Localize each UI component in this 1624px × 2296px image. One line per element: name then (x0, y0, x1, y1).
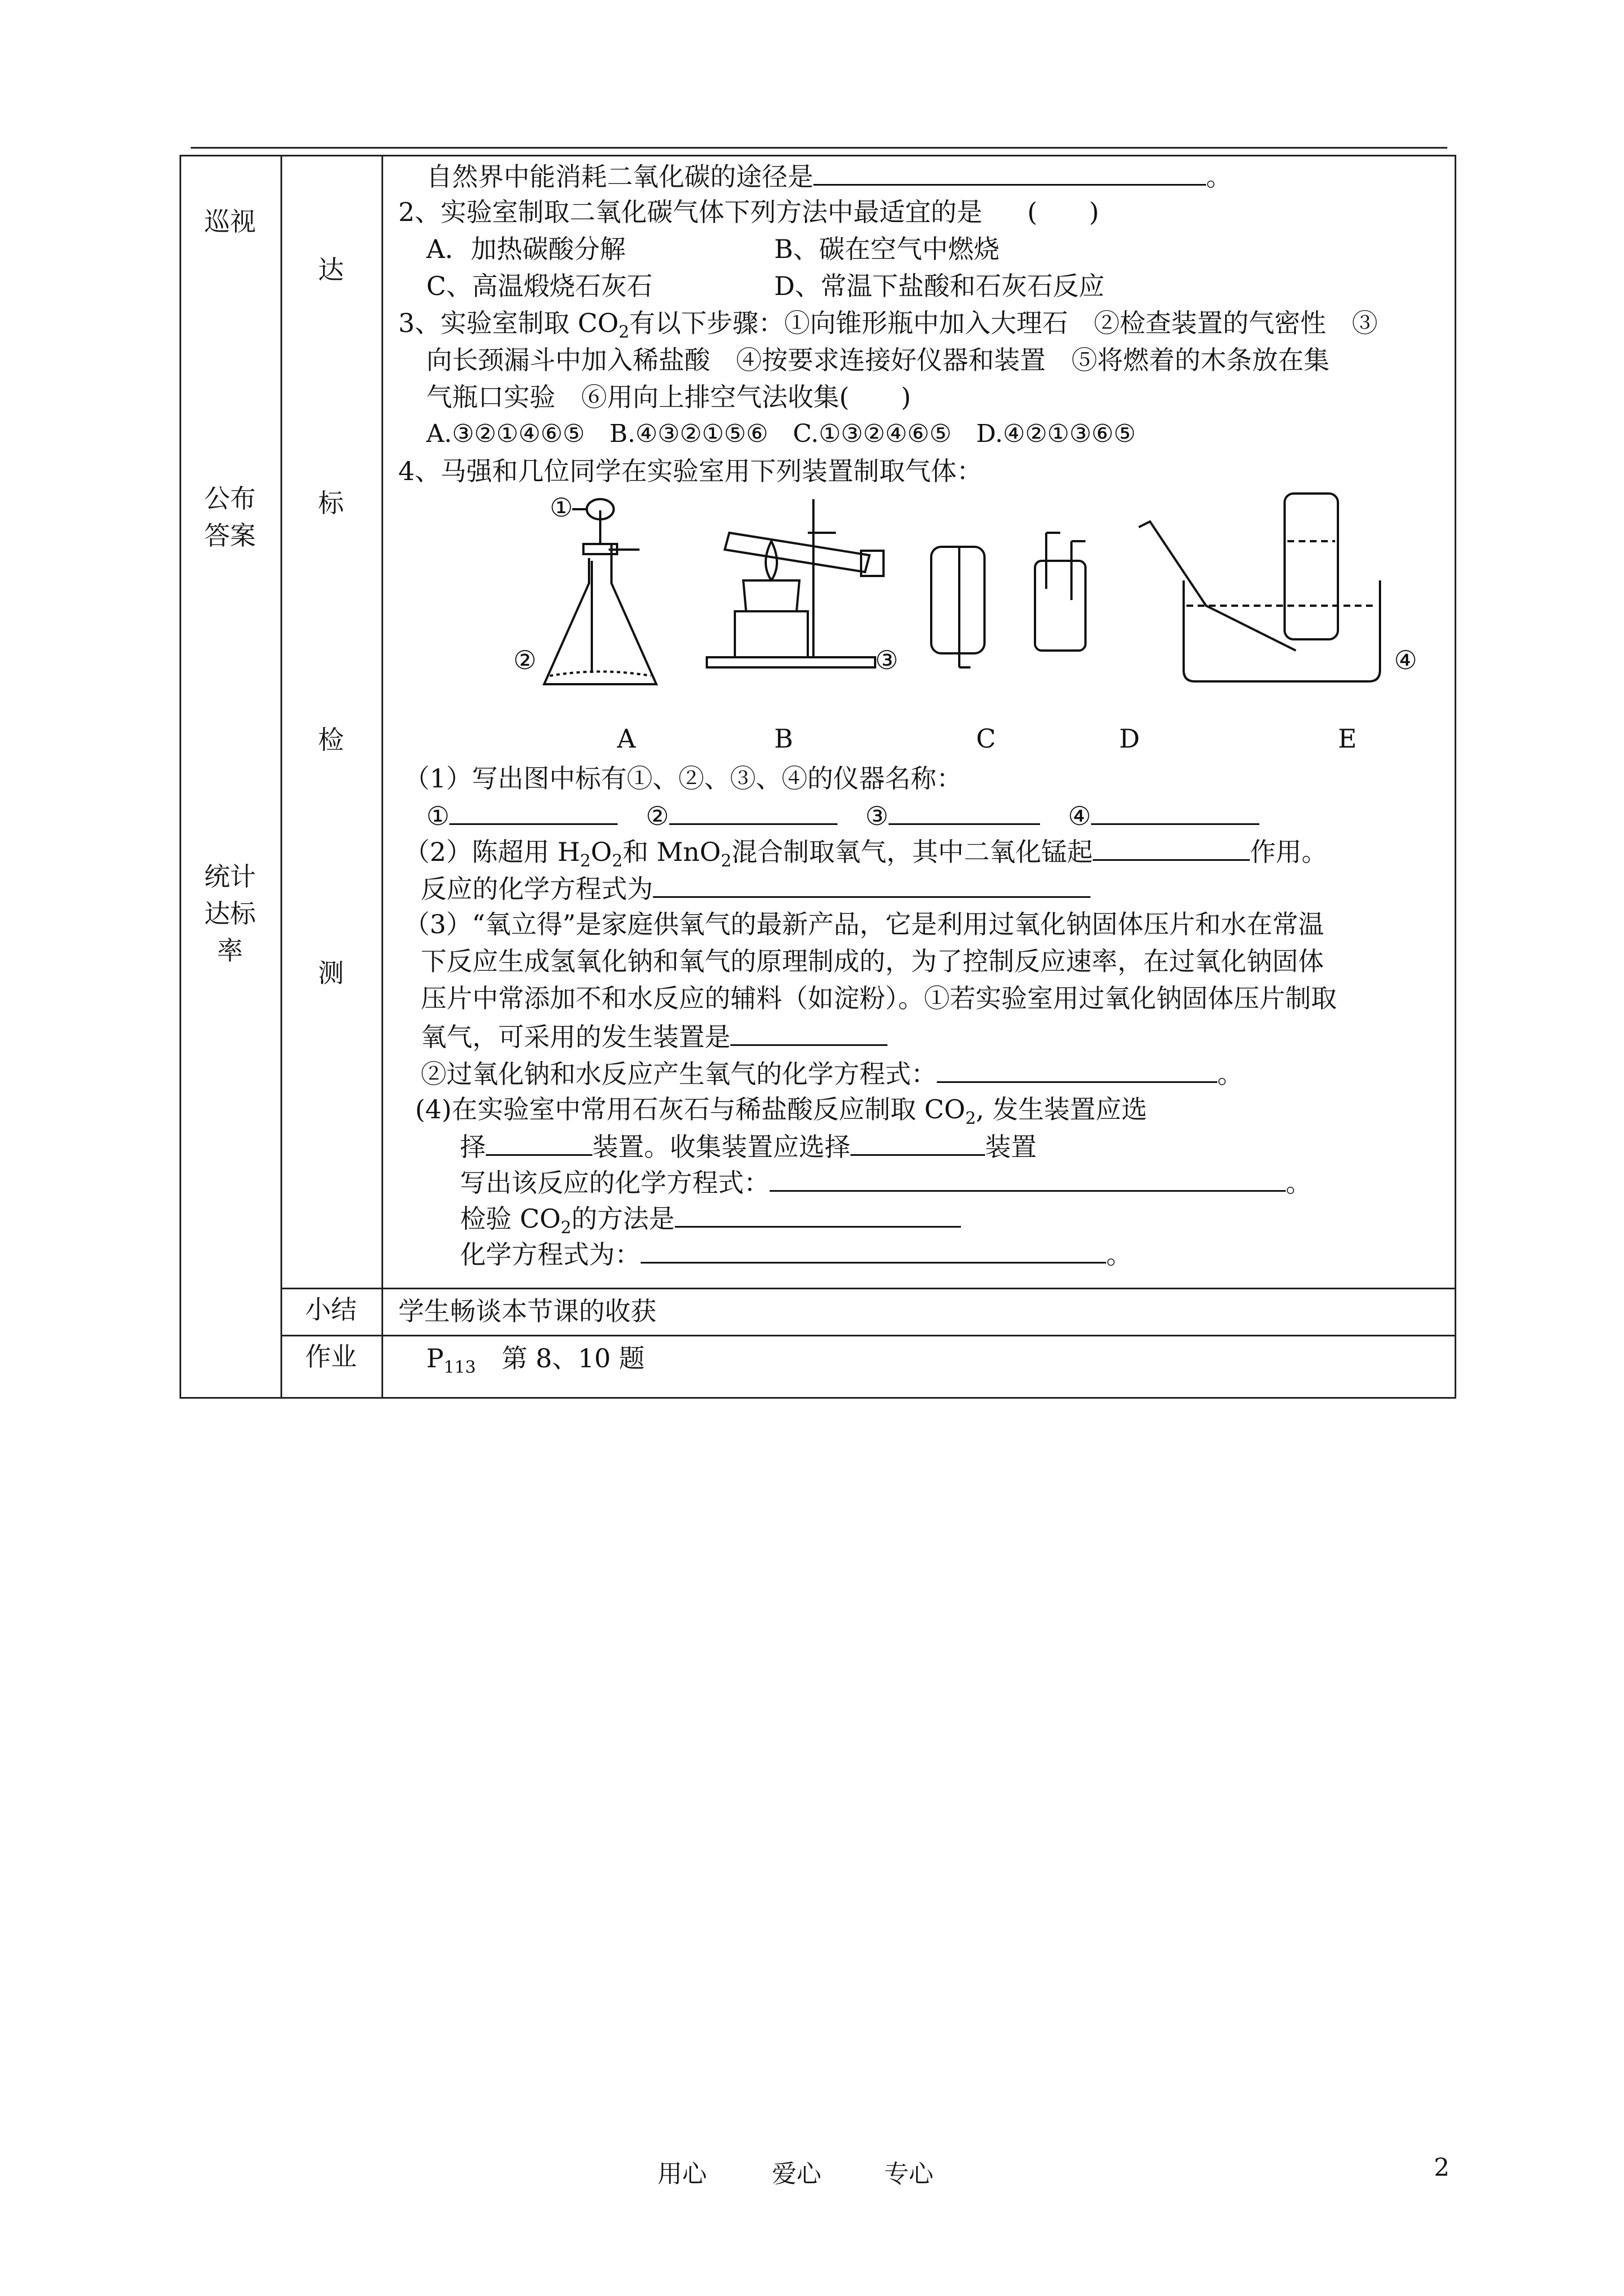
question-3-line-1: 3、实验室制取 $CO_2$有以下步骤：①向锥形瓶中加入大理石 ②检查装置的气密性 ③ (398, 308, 1378, 342)
footer-word-1: 用心 (657, 2160, 707, 2188)
mid-cell-da: 达 (318, 255, 344, 285)
sub-question-3-line-1: （3）“氧立得”是家庭供氧气的最新产品，它是利用过氧化钠固体压片和水在常温 (404, 909, 1324, 939)
q2-option-b: B、碳在空气中燃烧 (774, 234, 1000, 264)
left-cell-patrol: 巡视 (204, 206, 256, 237)
apparatus-letter-e: E (1338, 723, 1357, 754)
apparatus-letter-d: D (1119, 723, 1140, 754)
sub-question-1-blanks: ① ② ③ ④ (426, 797, 1259, 833)
q2-option-a: A．加热碳酸分解 (426, 234, 626, 264)
apparatus-b-heating-icon (707, 499, 884, 667)
sub-question-3-line-3: 压片中常添加不和水反应的辅料（如淀粉）。①若实验室用过氧化钠固体压片制取 (421, 983, 1337, 1013)
sub-question-4-line-2: 择 装置。收集装置应选择 装置 (460, 1128, 1037, 1164)
sub-question-3-line-5: ②过氧化钠和水反应产生氧气的化学方程式： 。 (421, 1055, 1243, 1091)
mid-cell-jian: 检 (318, 725, 344, 755)
apparatus-letter-c: C (976, 723, 996, 754)
sub-question-4-line-5: 化学方程式为： 。 (460, 1236, 1132, 1271)
sub-question-3-line-4: 氧气，可采用的发生装置是 (421, 1018, 887, 1054)
sub-question-2-equation: 反应的化学方程式为 (421, 870, 1091, 906)
figure-label-3: ③ (875, 645, 899, 675)
left-cell-answers: 公布 答案 (204, 483, 256, 551)
column-divider-1 (280, 155, 282, 1399)
answer-blank (813, 158, 1206, 186)
sub-question-4-line-3: 写出该反应的化学方程式： 。 (460, 1164, 1312, 1200)
sub-question-2: （2）陈超用 $H_2O_2$和 MnO$_2$混合制取氧气，其中二氧化锰起 作用。 (404, 833, 1327, 878)
q2-option-d: D、常温下盐酸和石灰石反应 (774, 271, 1105, 301)
sub-question-1: （1）写出图中标有①、②、③、④的仪器名称： (404, 763, 963, 794)
question-3-options: A.③②①④⑥⑤ B.④③②①⑤⑥ C.①③②④⑥⑤ D.④②①③⑥⑤ (426, 419, 1136, 448)
q2-option-c: C、高温煅烧石灰石 (426, 271, 653, 301)
figure-label-1: ① (550, 492, 573, 523)
sub-question-4-line-4: 检验 $CO_2$的方法是 (460, 1200, 961, 1245)
row-divider-homework (280, 1335, 1456, 1336)
apparatus-letter-b: B (774, 723, 793, 754)
mid-cell-ce: 测 (318, 958, 344, 988)
question-3-line-3: 气瓶口实验 ⑥用向上排空气法收集( ) (426, 382, 911, 412)
sub-question-3-line-2: 下反应生成氢氧化钠和氧气的原理制成的，为了控制反应速率，在过氧化钠固体 (421, 946, 1324, 976)
apparatus-d-bottle-icon (1035, 533, 1085, 651)
summary-text: 学生畅谈本节课的收获 (398, 1296, 656, 1326)
apparatus-a-flask-icon (544, 499, 656, 684)
line-co2-consumption: 自然界中能消耗二氧化碳的途径是 。 (426, 158, 1232, 193)
apparatus-figure (494, 488, 1447, 695)
row-divider-summary (280, 1288, 1456, 1289)
question-3-line-2: 向长颈漏斗中加入稀盐酸 ④按要求连接好仪器和装置 ⑤将燃着的木条放在集 (426, 345, 1329, 375)
mid-cell-summary: 小结 (305, 1294, 357, 1325)
question-2: 2、实验室制取二氧化碳气体下列方法中最适宜的是 ( ) (398, 197, 1099, 227)
question-4: 4、马强和几位同学在实验室用下列装置制取气体： (398, 456, 983, 486)
apparatus-c-bottle-icon (931, 547, 984, 667)
footer-word-3: 专心 (884, 2160, 933, 2188)
mid-cell-biao: 标 (318, 488, 344, 518)
apparatus-letter-a: A (617, 723, 636, 754)
figure-label-4: ④ (1394, 645, 1418, 675)
sub-question-4-line-1: (4)在实验室中常用石灰石与稀盐酸反应制取 $CO_2$, 发生装置应选 (415, 1094, 1148, 1128)
page-number: 2 (1434, 2154, 1450, 2182)
header-rule (191, 147, 1447, 149)
column-divider-2 (381, 155, 383, 1399)
footer-word-2: 爱心 (772, 2160, 821, 2188)
mid-cell-homework: 作业 (305, 1341, 357, 1372)
homework-text: $P_{113}$ 第 8、10 题 (426, 1343, 645, 1377)
apparatus-e-trough-icon (1139, 494, 1380, 681)
figure-label-2: ② (513, 645, 537, 675)
left-cell-stats: 统计 达标 率 (204, 861, 256, 966)
